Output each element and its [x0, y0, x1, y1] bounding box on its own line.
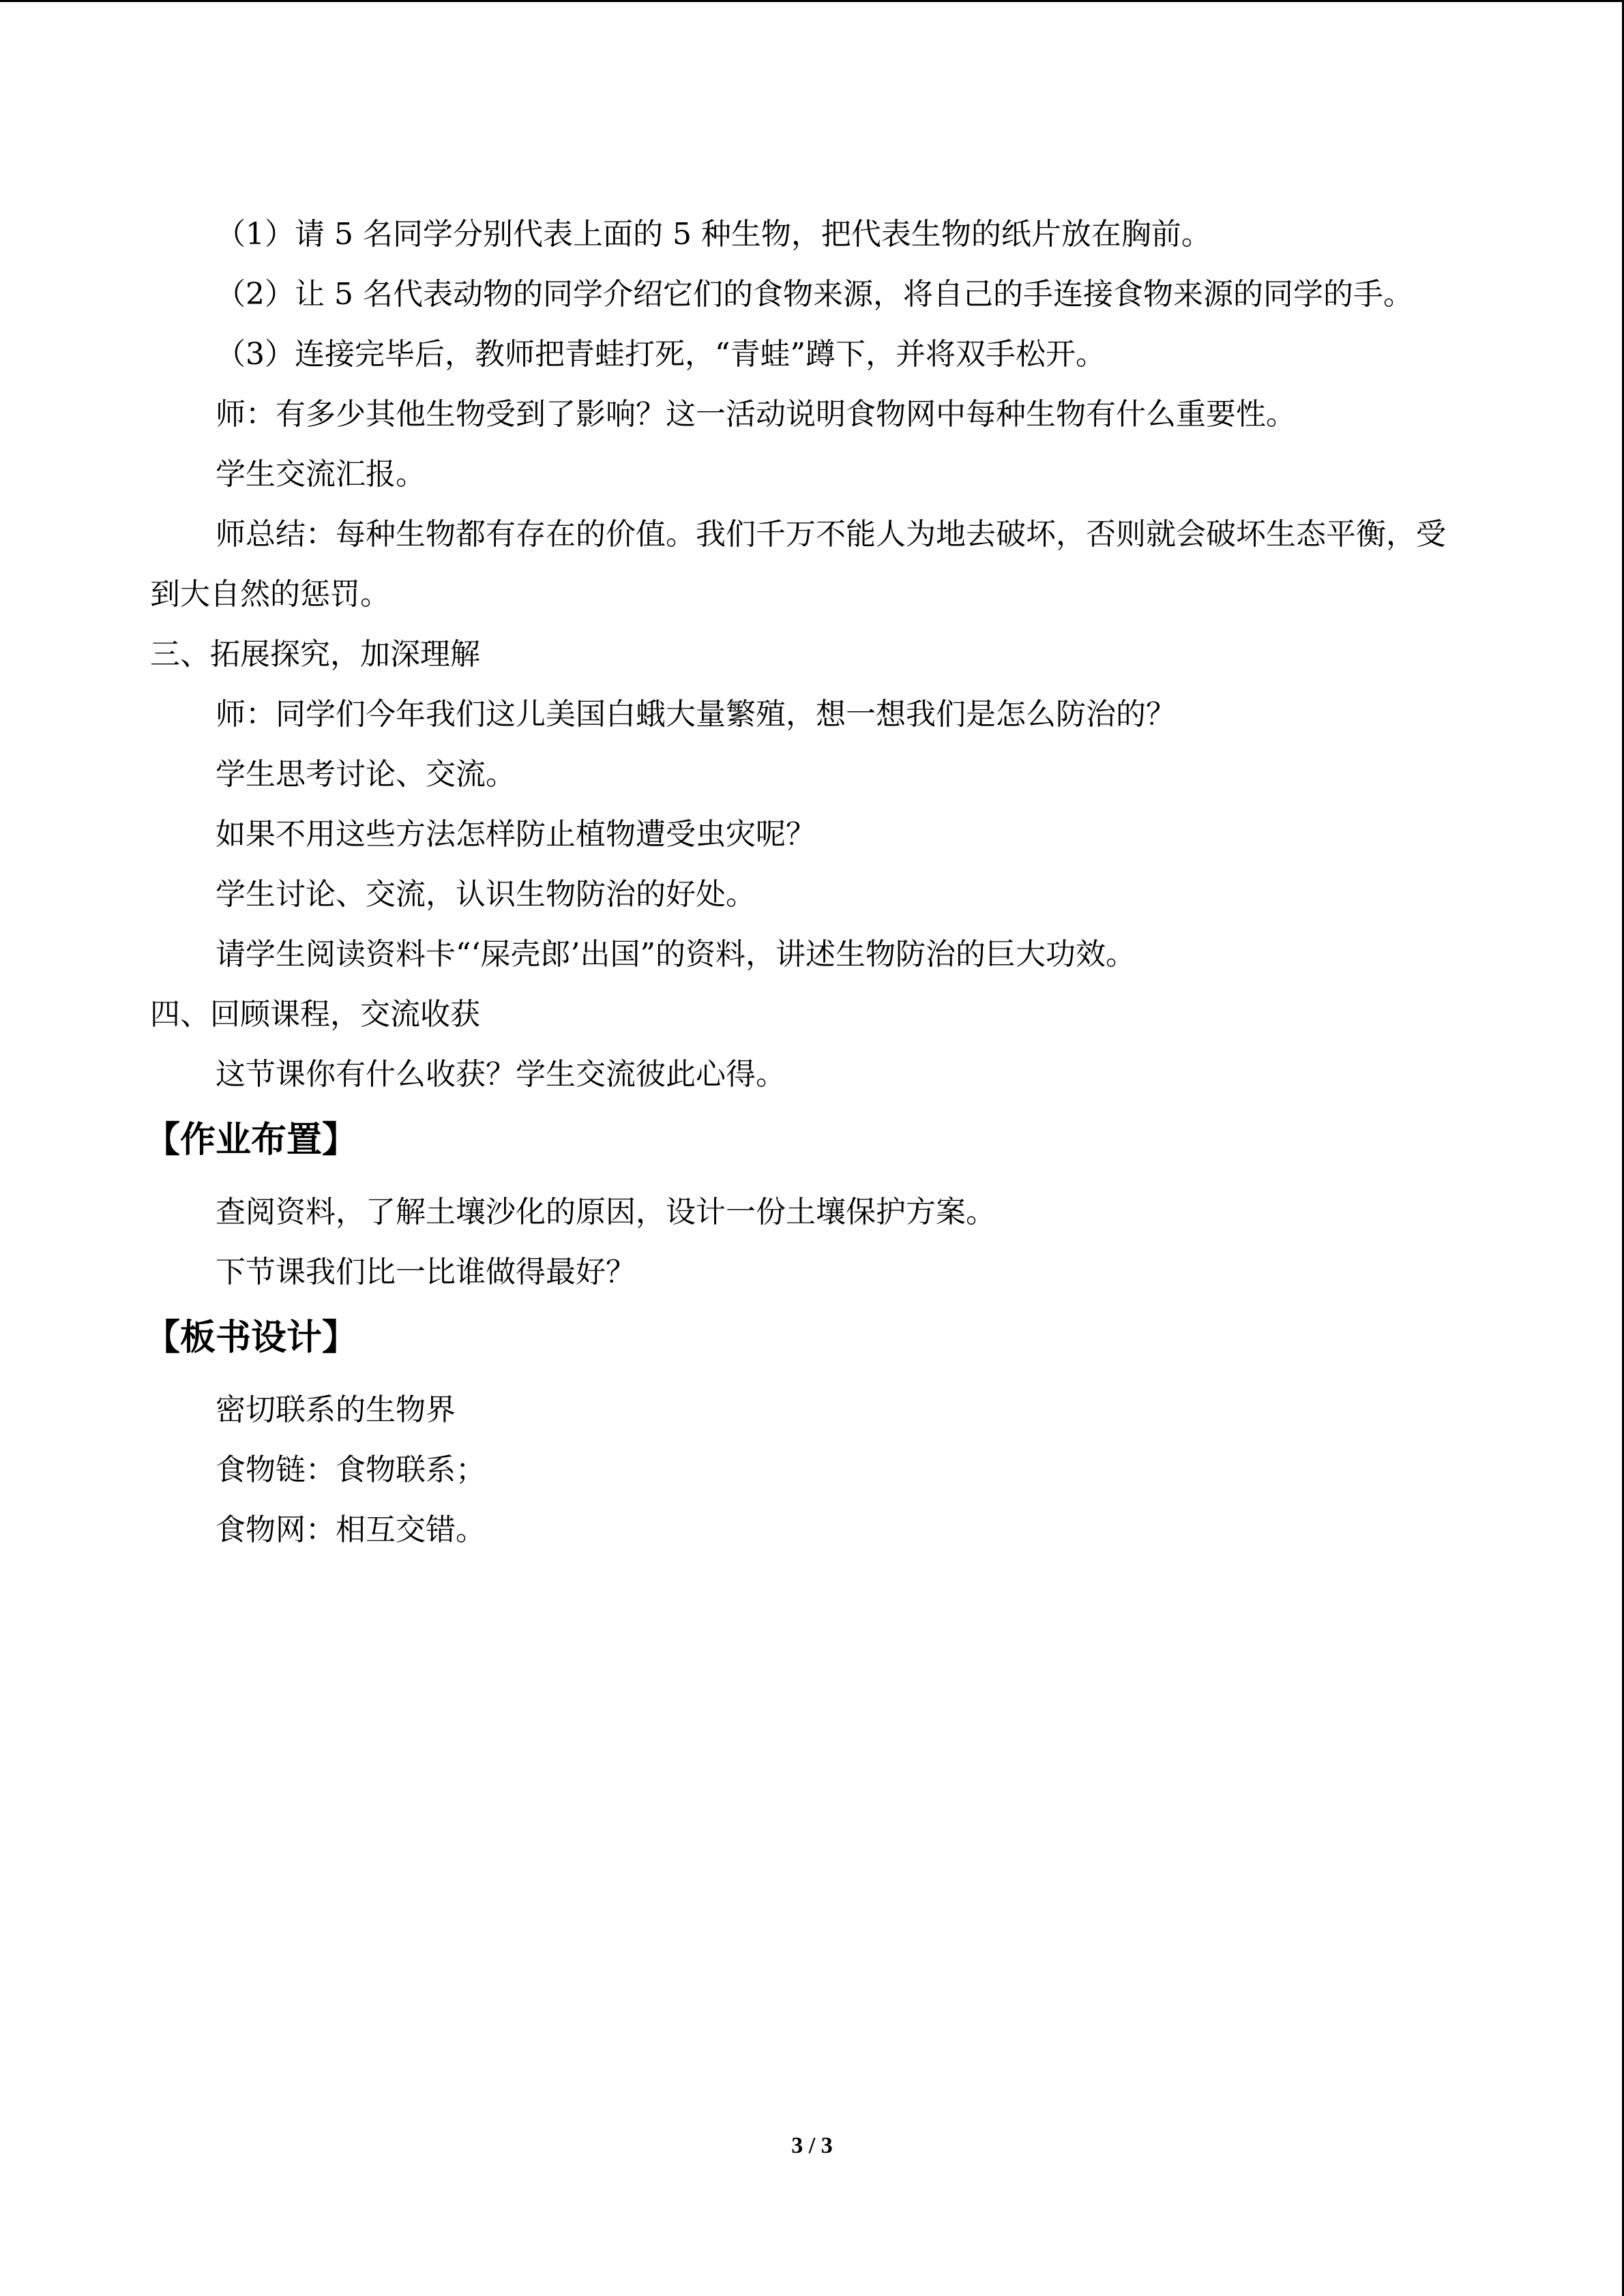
section-3-line: 学生讨论、交流，认识生物防治的好处。 — [216, 877, 756, 912]
paragraph-teacher-summary: 师总结：每种生物都有存在的价值。我们千万不能人为地去破坏，否则就会破坏生态平衡，受到大自然的惩罚。 — [150, 517, 1446, 612]
paragraph-step-3: （3）连接完毕后，教师把青蛙打死，“青蛙”蹲下，并将双手松开。 — [216, 337, 1106, 372]
section-3-line: 请学生阅读资料卡“‘屎壳郎’出国”的资料，讲述生物防治的巨大功效。 — [216, 937, 1136, 972]
homework-line: 下节课我们比一比谁做得最好？ — [216, 1255, 636, 1289]
board-design-heading: 【板书设计】 — [145, 1317, 358, 1358]
section-3-line: 学生思考讨论、交流。 — [216, 757, 516, 792]
homework-heading: 【作业布置】 — [145, 1120, 358, 1161]
homework-line: 查阅资料，了解土壤沙化的原因，设计一份土壤保护方案。 — [216, 1195, 996, 1229]
top-border — [0, 0, 1624, 2]
section-4-title: 四、回顾课程，交流收获 — [150, 997, 480, 1032]
board-line: 密切联系的生物界 — [216, 1392, 456, 1427]
paragraph-teacher-question: 师：有多少其他生物受到了影响？这一活动说明食物网中每种生物有什么重要性。 — [216, 397, 1296, 432]
board-line: 食物网：相互交错。 — [216, 1512, 486, 1547]
section-4-line: 这节课你有什么收获？学生交流彼此心得。 — [216, 1057, 786, 1092]
paragraph-step-1: （1）请 5 名同学分别代表上面的 5 种生物，把代表生物的纸片放在胸前。 — [216, 217, 1211, 252]
section-3-line: 师：同学们今年我们这儿美国白蛾大量繁殖，想一想我们是怎么防治的？ — [216, 697, 1176, 732]
board-line: 食物链：食物联系； — [216, 1452, 486, 1487]
document-page — [145, 205, 1473, 1560]
section-3-line: 如果不用这些方法怎样防止植物遭受虫灾呢？ — [216, 817, 816, 852]
paragraph-step-2: （2）让 5 名代表动物的同学介绍它们的食物来源，将自己的手连接食物来源的同学的手。 — [216, 277, 1413, 312]
page-number: 3 / 3 — [791, 2133, 833, 2158]
section-3-title: 三、拓展探究，加深理解 — [150, 637, 480, 672]
paragraph-student-report: 学生交流汇报。 — [216, 457, 426, 492]
